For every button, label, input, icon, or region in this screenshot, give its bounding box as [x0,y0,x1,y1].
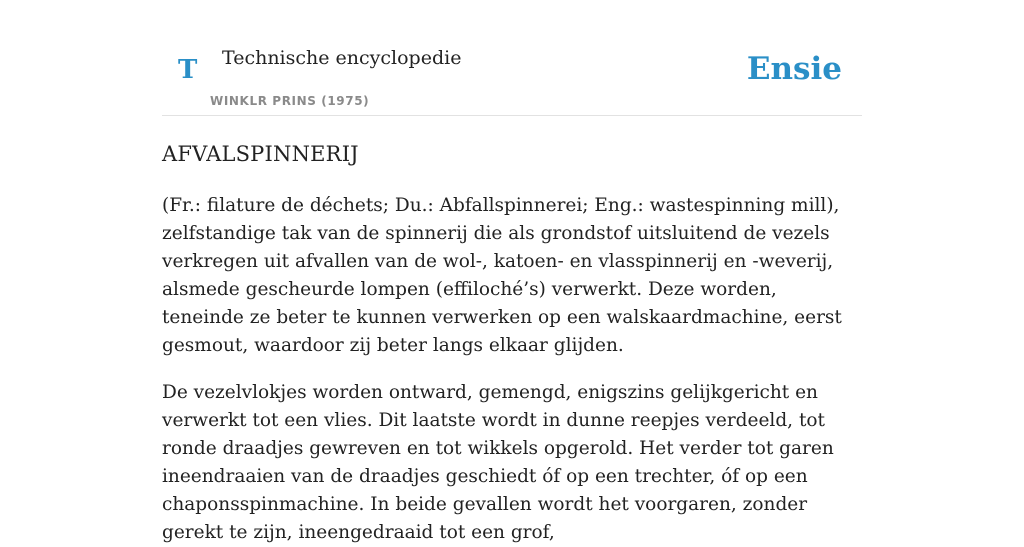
book-header [162,0,862,116]
article-headword: AFVALSPINNERIJ [162,142,359,166]
ensie-logo[interactable]: Ensie [746,51,842,87]
article [162,138,862,547]
article-paragraph-2: De vezelvlokjes worden ontward, gemengd, enigszins gelijkgericht en verwerkt tot een vlies. Dit laatste wordt in dunne reepjes verdeeld, tot ronde draadjes gewreven en tot wikkels opgerold. Het verder tot garen ineendraaien van de draadjes geschiedt óf op een trechter, óf op een chaponsspinmachine. In beide gevallen wordt het voorgaren, zonder gerekt te zijn, ineengedraaid tot een grof, [162,382,834,543]
book-title-link[interactable]: Technische encyclopedie [222,47,462,69]
book-edition: WINKLR PRINS (1975) [210,94,370,108]
article-paragraph-1: (Fr.: filature de déchets; Du.: Abfallspinnerei; Eng.: wastespinning mill), zelfstandige tak van de spinnerij die als grondstof uitsluitend de vezels verkregen uit afvallen van de wol-, katoen- en vlasspinnerij en -weverij, alsmede gescheurde lompen (effiloché’s) verwerkt. Deze worden, teneinde ze beter te kunnen verwerken op een walskaardmachine, eerst gesmout, waardoor zij beter langs elkaar glijden. [162,195,842,356]
book-logo-letter[interactable]: T [178,55,198,85]
